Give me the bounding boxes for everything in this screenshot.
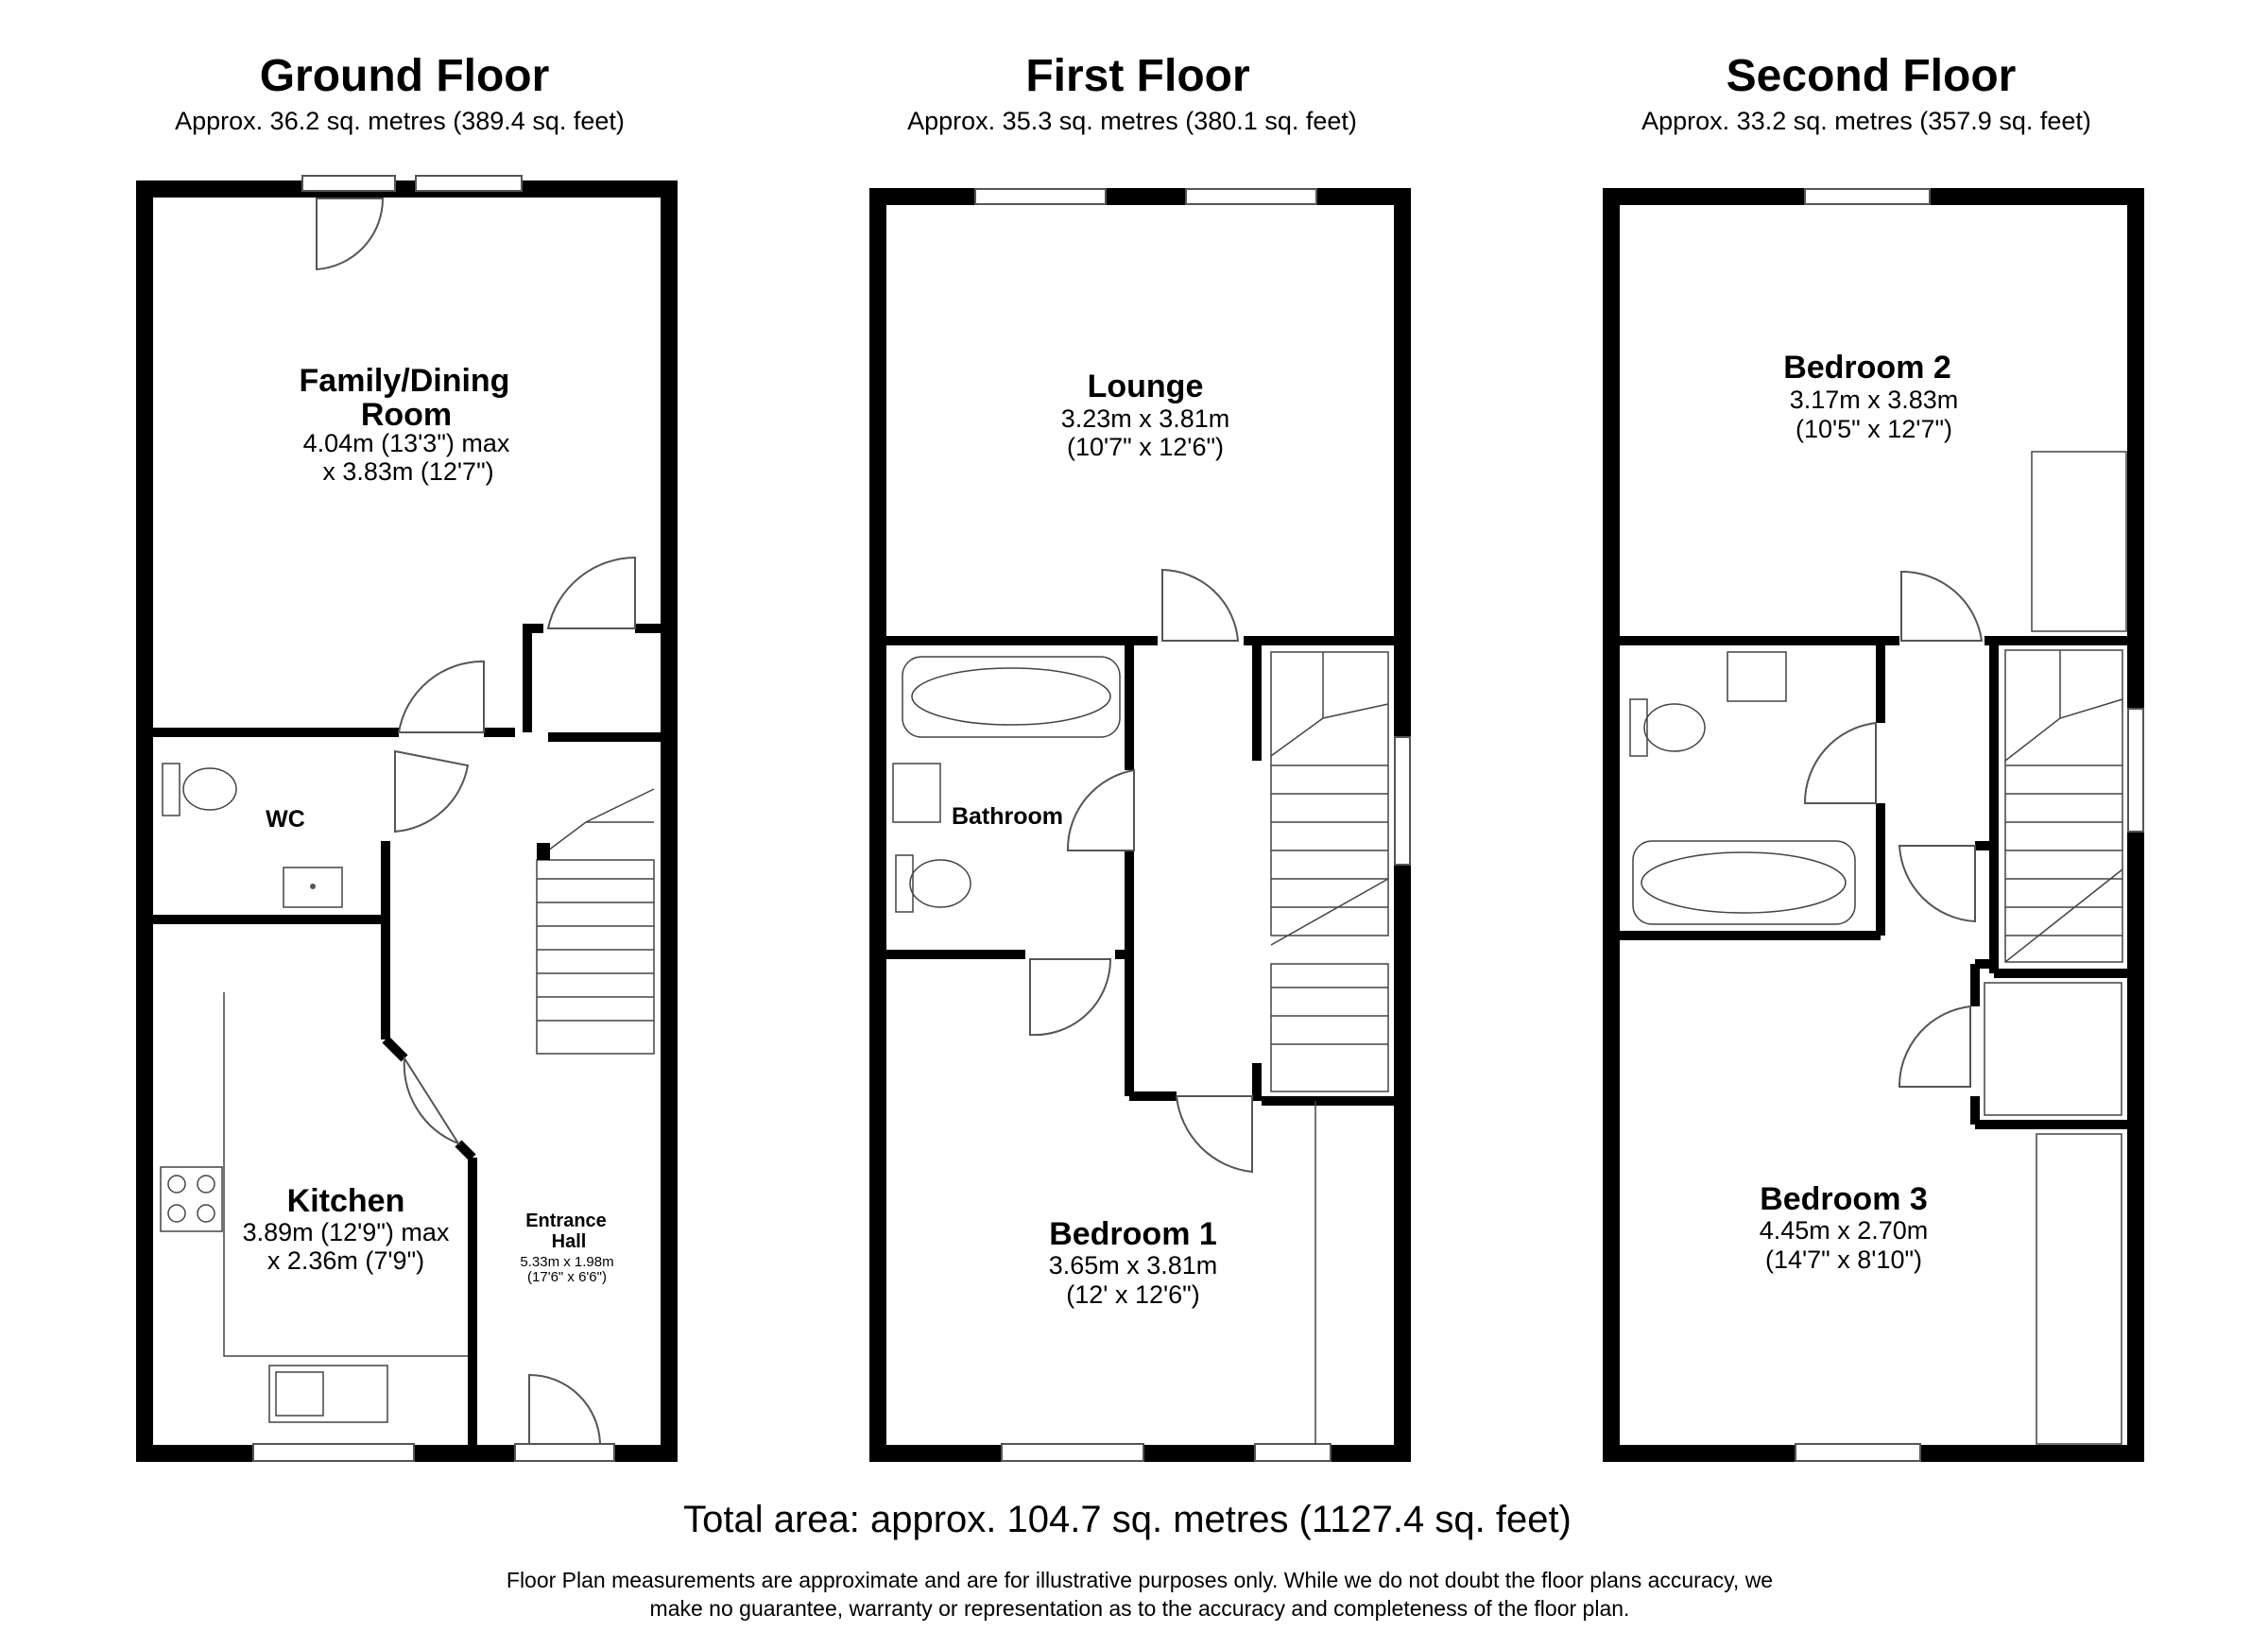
bedroom2-name: Bedroom 2 xyxy=(1783,350,1951,386)
front-door-frame xyxy=(515,1444,614,1461)
cupboard-door-swing[interactable] xyxy=(548,558,635,628)
bedroom1-dim-2: (12' x 12'6") xyxy=(1066,1280,1200,1309)
hall-name-1: Entrance xyxy=(525,1211,607,1231)
bedroom2-dim-2: (10'5" x 12'7") xyxy=(1795,415,1953,443)
lounge-door-swing[interactable] xyxy=(1162,570,1238,641)
bathroom-door-swing[interactable] xyxy=(1068,770,1134,850)
ground-internal-walls xyxy=(153,624,661,1445)
stair-window xyxy=(1395,737,1410,865)
lounge-window-1 xyxy=(975,189,1106,204)
first-internal-walls xyxy=(886,641,1394,1101)
second-floor-area: Approx. 33.2 sq. metres (357.9 sq. feet) xyxy=(1641,107,2091,135)
en-suite-bath xyxy=(1633,841,1855,924)
bedroom3-window xyxy=(1796,1444,1920,1461)
ground-floor xyxy=(145,51,669,1461)
second-stairs xyxy=(2005,650,2122,962)
bedroom1-name: Bedroom 1 xyxy=(1049,1216,1217,1252)
landing-door-swing[interactable] xyxy=(1899,846,1975,921)
second-internal-walls xyxy=(1620,641,2127,1125)
storage-cupboard xyxy=(1984,983,2122,1115)
first-floor xyxy=(878,51,1410,1461)
hall-dim-2: (17'6" x 6'6") xyxy=(527,1269,607,1285)
ground-rear-door-frame xyxy=(302,176,395,191)
wardrobe-2 xyxy=(2032,452,2126,631)
stair-window-2 xyxy=(2128,709,2143,832)
bathroom-name: Bathroom xyxy=(951,803,1064,830)
wc-toilet xyxy=(183,768,236,810)
bedroom3-door-swing[interactable] xyxy=(1899,1006,1970,1087)
bedroom2-door-swing[interactable] xyxy=(1901,572,1982,641)
family-room-name-1: Family/Dining xyxy=(299,363,510,399)
bedroom2-window xyxy=(1805,189,1930,204)
bedroom1-window-2 xyxy=(1255,1444,1331,1461)
ground-floor-area: Approx. 36.2 sq. metres (389.4 sq. feet) xyxy=(175,107,625,135)
family-room-door-swing[interactable] xyxy=(399,661,484,732)
bathroom-door-2-swing[interactable] xyxy=(1030,959,1110,1035)
total-area: Total area: approx. 104.7 sq. metres (1127.4 sq. feet) xyxy=(683,1499,1572,1540)
bathroom-basin xyxy=(893,764,940,822)
first-stairs xyxy=(1271,652,1388,1091)
ground-floor-title: Ground Floor xyxy=(259,51,550,101)
bedroom1-dim-1: 3.65m x 3.81m xyxy=(1048,1251,1218,1280)
kitchen-worktop xyxy=(224,992,468,1356)
stair-newel xyxy=(537,843,550,860)
first-floor-title: First Floor xyxy=(1025,51,1250,101)
bedroom3-name: Bedroom 3 xyxy=(1760,1181,1928,1217)
wardrobe-3 xyxy=(2036,1134,2122,1444)
en-suite-door-swing[interactable] xyxy=(1805,723,1876,803)
bedroom1-window-1 xyxy=(1002,1444,1143,1461)
second-floor xyxy=(1611,51,2143,1461)
hob xyxy=(161,1167,222,1231)
bathroom-toilet xyxy=(910,860,971,907)
hall-dim-1: 5.33m x 1.98m xyxy=(520,1254,614,1270)
en-suite-basin xyxy=(1727,652,1786,701)
lounge-dim-2: (10'7" x 12'6") xyxy=(1066,433,1225,461)
hall-name-2: Hall xyxy=(551,1231,587,1252)
en-suite-toilet xyxy=(1644,704,1705,751)
bedroom1-door-swing[interactable] xyxy=(1177,1096,1252,1172)
disclaimer-line-1: Floor Plan measurements are approximate and are for illustrative purposes only. While we do not doubt the floor plans accuracy, we xyxy=(506,1568,1774,1592)
kitchen-dim-2: x 2.36m (7'9") xyxy=(266,1246,425,1275)
disclaimer-line-2: make no guarantee, warranty or representation as to the accuracy and completeness of the floor plan. xyxy=(649,1596,1630,1621)
kitchen-dim-1: 3.89m (12'9") max xyxy=(242,1218,450,1246)
kitchen-door-swing[interactable] xyxy=(404,1058,458,1143)
kitchen-window xyxy=(253,1444,414,1461)
front-door-swing[interactable] xyxy=(529,1375,600,1444)
lounge-window-2 xyxy=(1186,189,1316,204)
second-floor-title: Second Floor xyxy=(1726,51,2017,101)
lounge-name: Lounge xyxy=(1087,369,1204,404)
wc-name: WC xyxy=(266,806,305,833)
ground-rear-window xyxy=(416,176,522,191)
family-room-dim-2: x 3.83m (12'7") xyxy=(322,457,494,486)
first-floor-area: Approx. 35.3 sq. metres (380.1 sq. feet) xyxy=(907,107,1357,135)
family-room-name-2: Room xyxy=(360,397,453,433)
bedroom3-dim-2: (14'7" x 8'10") xyxy=(1764,1245,1923,1274)
kitchen-name: Kitchen xyxy=(286,1183,405,1219)
rear-door-swing[interactable] xyxy=(317,198,383,269)
kitchen-sink xyxy=(269,1366,387,1422)
ground-stairs xyxy=(537,789,654,1054)
lounge-dim-1: 3.23m x 3.81m xyxy=(1060,404,1230,433)
wc-door-swing[interactable] xyxy=(395,751,468,832)
bedroom3-dim-1: 4.45m x 2.70m xyxy=(1759,1216,1929,1245)
bedroom2-dim-1: 3.17m x 3.83m xyxy=(1789,386,1959,414)
family-room-dim-1: 4.04m (13'3") max xyxy=(302,429,510,457)
